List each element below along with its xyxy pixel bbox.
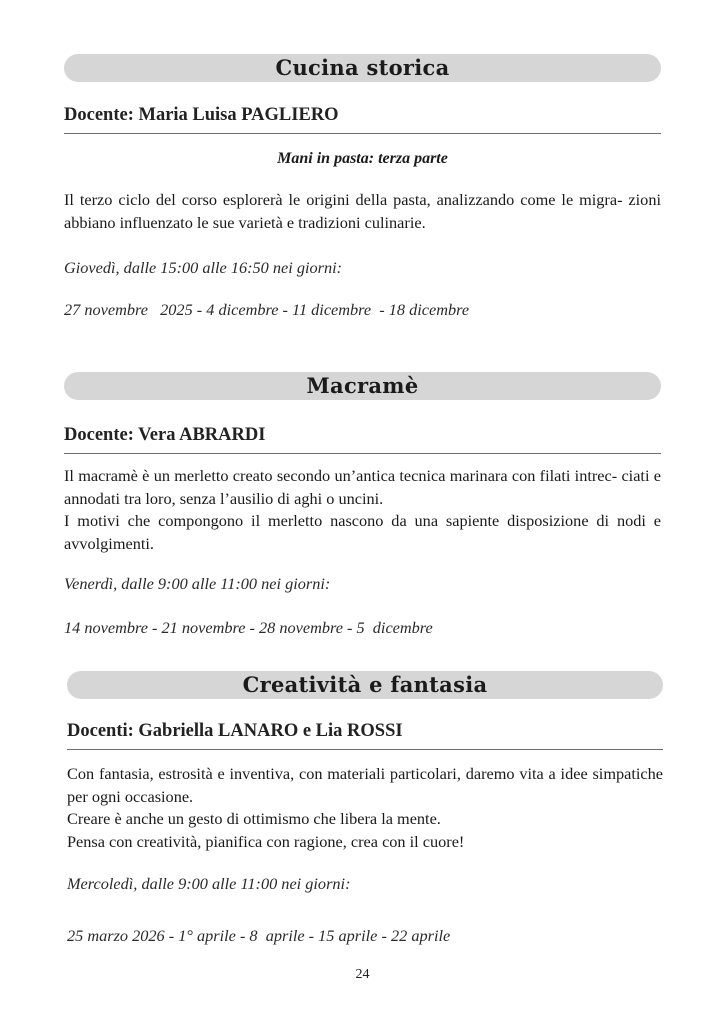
section-title: Cucina storica (275, 55, 450, 80)
description-paragraph: Pensa con creatività, pianifica con ragione, crea con il cuore! (67, 831, 465, 851)
course-description (67, 763, 663, 853)
description-paragraph: Il terzo ciclo del corso esplorerà le origini della pasta, analizzando come le migra- zioni abbiano influenzato le sue varietà e tradizioni culinarie. (64, 190, 661, 232)
section-title-bar (67, 671, 663, 699)
course-section-creativita-e-fantasia (67, 671, 663, 951)
dates-text: 14 novembre - 21 novembre - 28 novembre - 5 dicembre (64, 618, 433, 637)
description-paragraph: Con fantasia, estrosità e inventiva, con materiali particolari, daremo vita a idee simpatiche per ogni occasione. (67, 764, 663, 806)
dates-text: 27 novembre 2025 - 4 dicembre - 11 dicembre - 18 dicembre (64, 300, 470, 319)
teacher-line: Docente: Vera ABRARDI (64, 424, 661, 454)
section-title: Creatività e fantasia (242, 672, 488, 697)
section-title-bar (64, 372, 661, 400)
description-paragraph: Creare è anche un gesto di ottimismo che libera la mente. (67, 809, 441, 828)
course-description (64, 465, 661, 555)
section-title-bar (64, 54, 661, 82)
description-paragraph: Il macramè è un merletto creato secondo un’antica tecnica marinara con filati intrec- ciati e annodati tra loro, senza l’ausilio di aghi o uncini. (64, 466, 661, 508)
schedule-text: Giovedì, dalle 15:00 alle 16:50 nei giorni: (64, 258, 343, 277)
description-paragraph: I motivi che compongono il merletto nascono da una sapiente disposizione di nodi e avvolgimenti. (64, 511, 661, 553)
course-subtitle: Mani in pasta: terza parte (277, 150, 448, 167)
page-number: 24 (355, 967, 370, 982)
course-section-macrame (64, 372, 661, 642)
course-description (64, 189, 661, 234)
dates-text: 25 marzo 2026 - 1° aprile - 8 aprile - 15 aprile - 22 aprile (67, 926, 451, 945)
section-title: Macramè (306, 373, 419, 398)
teacher-line: Docente: Maria Luisa PAGLIERO (64, 104, 661, 134)
schedule-text: Mercoledì, dalle 9:00 alle 11:00 nei giorni: (67, 874, 351, 893)
teacher-line: Docenti: Gabriella LANARO e Lia ROSSI (67, 720, 663, 750)
course-section-cucina-storica (64, 54, 661, 334)
schedule-text: Venerdì, dalle 9:00 alle 11:00 nei giorni: (64, 574, 331, 593)
